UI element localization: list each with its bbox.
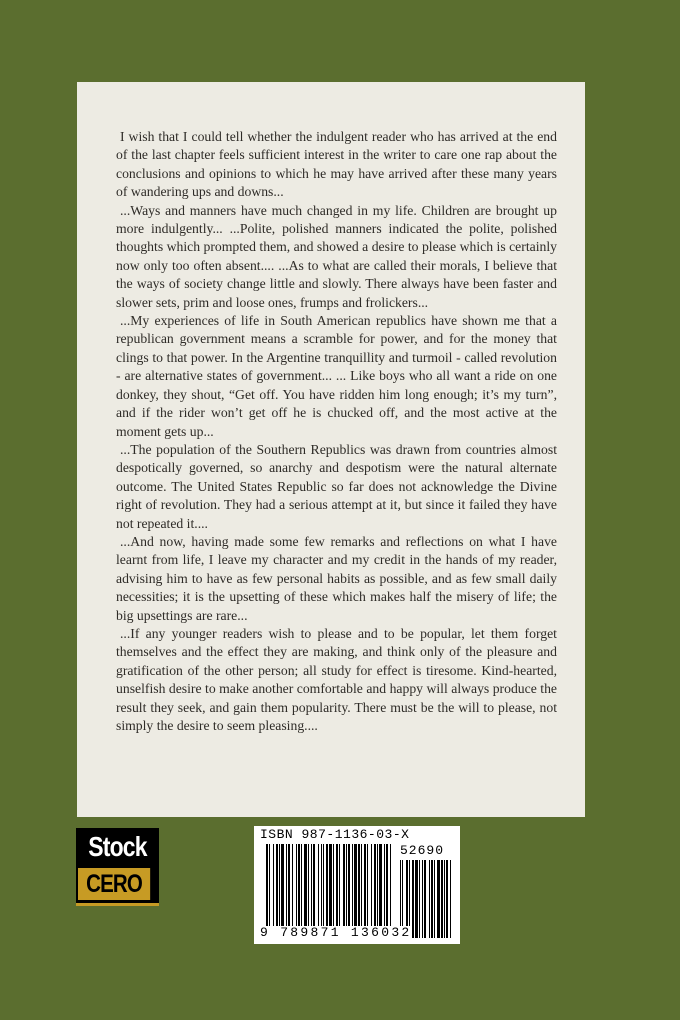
barcode-bar bbox=[361, 844, 362, 928]
barcode-bar bbox=[308, 844, 309, 928]
barcode-bar bbox=[304, 844, 307, 928]
barcode-bar bbox=[276, 844, 278, 928]
barcode-bar bbox=[377, 844, 378, 928]
barcode-bar bbox=[296, 844, 297, 928]
blurb-paragraph-6: ...If any younger readers wish to please and to be popular, let them forget themselves and the effect they are making, and think only of the pleasure and gratification of the other person; all study for effect is tiresome. Kind-hearted, unselfish desire to make another comfortable and happy will always produce the result they seek, and gain them popularity. There must be the will to please, not simply the desire to seem pleasing.... bbox=[116, 625, 557, 733]
barcode-bar bbox=[346, 844, 347, 928]
publisher-logo-stock: Stock bbox=[88, 831, 147, 862]
barcode-bar bbox=[358, 844, 360, 928]
blurb-paragraph-1: I wish that I could tell whether the indulgent reader who has arrived at the end of the last chapter feels sufficient interest in the writer to care one rap about the conclusions and opinions to which he may have arrived after these many years of wandering ups and downs... bbox=[116, 129, 557, 200]
barcode-bar bbox=[326, 844, 328, 928]
blurb-paragraph-3: ...My experiences of life in South American republics have shown me that a republican government means a scramble for power, and for the money that clings to that power. In the Argentine tranquillity and turmoil - called revolution - are alternative states of government... ... Like boys who all want a ride on one donkey, they shout, “Get off. You have ridden him long enough; it’s my turn”, and if the rider won’t get off he is chucked off, and the most active at the moment gets up... bbox=[116, 313, 557, 439]
barcode-bar bbox=[273, 844, 274, 928]
barcode-bar bbox=[301, 844, 302, 928]
barcode-bar bbox=[292, 844, 293, 928]
barcode-addon-bar bbox=[437, 860, 440, 938]
barcode-bar bbox=[374, 844, 376, 928]
barcode-addon-digits: 52690 bbox=[400, 843, 445, 858]
barcode-bar bbox=[384, 844, 385, 928]
barcode-bar bbox=[343, 844, 345, 928]
barcode-addon-bar bbox=[434, 860, 435, 938]
barcode-addon-bar bbox=[424, 860, 426, 938]
blurb-paragraph-5: ...And now, having made some few remarks and reflections on what I have learnt from life, I leave my character and my credit in the hands of my reader, advising him to have as few personal habits as possible, and as few small daily necessities; it is the upsetting of these which makes half the misery of life; the big upsettings are rare... bbox=[116, 533, 557, 623]
barcode-addon-bar bbox=[415, 860, 418, 938]
blurb-paragraph-2: ...Ways and manners have much changed in my life. Children are brought up more indulgently... ...Polite, polished manners indicated the polite, polished thoughts which prompted them, and showed a desire to please which is certainly now only too often absent.... ...As to what are called their morals, I believe that the ways of society change little and slowly. There always have been faster and slower sets, prim and loose ones, frumps and frolickers... bbox=[116, 202, 557, 310]
barcode-addon-bar bbox=[444, 860, 445, 938]
barcode-bar bbox=[333, 844, 334, 928]
barcode-bar bbox=[321, 844, 322, 928]
barcode-addon-bar bbox=[419, 860, 420, 938]
barcode-bar bbox=[339, 844, 340, 928]
barcode-addon-bar bbox=[431, 860, 433, 938]
barcode-bar bbox=[352, 844, 353, 928]
barcode-bar bbox=[329, 844, 332, 928]
ean-digits: 9 789871 136032 bbox=[260, 925, 412, 940]
barcode-bar bbox=[354, 844, 357, 928]
isbn-barcode bbox=[254, 826, 460, 944]
publisher-logo-cero: CERO bbox=[78, 868, 150, 900]
barcode-addon-bar bbox=[429, 860, 430, 938]
publisher-logo bbox=[76, 828, 159, 906]
barcode-addon-bar bbox=[441, 860, 443, 938]
barcode-bar bbox=[348, 844, 350, 928]
barcode-bar bbox=[281, 844, 284, 928]
barcode-addon-bar bbox=[450, 860, 451, 938]
barcode-bar bbox=[288, 844, 290, 928]
barcode-addon-bar bbox=[422, 860, 423, 938]
barcode-addon-bar bbox=[412, 860, 414, 938]
barcode-addon-bar bbox=[446, 860, 448, 938]
barcode-bar bbox=[311, 844, 312, 928]
barcode-bar bbox=[379, 844, 382, 928]
barcode-bar bbox=[323, 844, 324, 928]
barcode-bar bbox=[386, 844, 388, 928]
barcode-bar bbox=[390, 844, 391, 928]
barcode-bar bbox=[269, 844, 270, 928]
barcode-bar bbox=[279, 844, 280, 928]
barcode-bar bbox=[364, 844, 366, 928]
blurb-paragraph-4: ...The population of the Southern Republics was drawn from countries almost despotically governed, so anarchy and despotism were the natural alternate outcome. The United States Republic so far does not acknowledge the Divine right of revolution. They had a serious attempt at it, but since it failed they have not repeated it.... bbox=[116, 441, 557, 531]
barcode-bar bbox=[298, 844, 300, 928]
barcode-bar bbox=[318, 844, 319, 928]
barcode-bar bbox=[336, 844, 338, 928]
barcode-bar bbox=[367, 844, 368, 928]
barcode-bar bbox=[286, 844, 287, 928]
barcode-bar bbox=[313, 844, 315, 928]
isbn-label: ISBN 987-1136-03-X bbox=[260, 827, 410, 842]
barcode-bar bbox=[371, 844, 372, 928]
back-cover-text-panel bbox=[77, 82, 585, 817]
barcode-bar bbox=[266, 844, 268, 928]
